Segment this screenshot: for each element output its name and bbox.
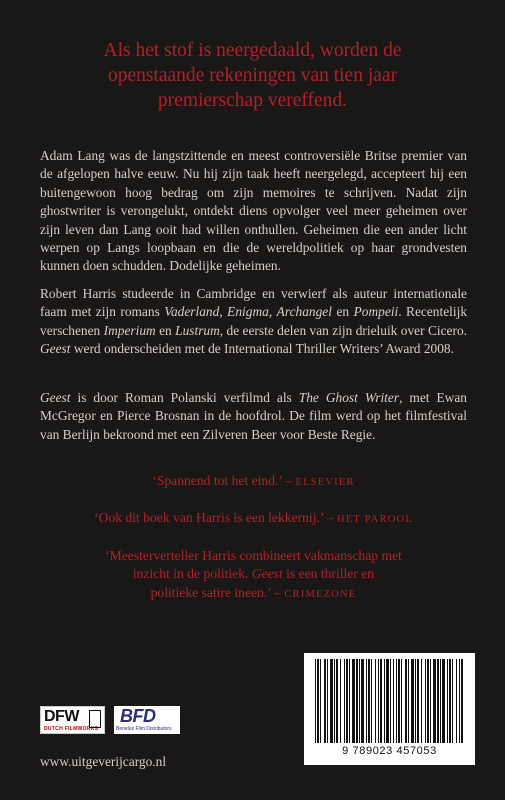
barcode-bar [411, 659, 414, 743]
barcode-bar [430, 659, 431, 743]
synopsis-paragraph: Adam Lang was de langstzittende en meest controversiële Britse premier van de afgelopen halve eeuw. Nu hij zijn taak heeft neergelegd, accepteert hij een buitengewoon hoog bedrag om zijn memoires te schrijven. Nadat zijn ghostwriter is verongelukt, ontdekt diens opvolger veel meer geheimen over zijn leven dan Lang ooit had willen onthullen. Geheimen die een ander licht werpen op Langs loopbaan en die de wereldpolitiek op haar grondvesten kunnen doen schudden. Dodelijke geheimen. [40, 148, 467, 274]
review-quote-het-parool: ‘Ook dit boek van Harris is een lekkernij.’ – HET PAROOL [94, 510, 413, 525]
tagline [40, 38, 465, 113]
barcode-bar [344, 659, 345, 743]
barcode-bar [359, 659, 360, 743]
barcode-bar [440, 659, 441, 743]
isbn-barcode [304, 653, 475, 765]
barcode-bar [340, 659, 341, 743]
tagline-line-3: premierschap vereffend. [157, 90, 348, 111]
quote-source: CRIMEZONE [284, 588, 357, 600]
barcode-bar [396, 659, 397, 743]
barcode-bar [356, 659, 358, 743]
barcode-bar [398, 659, 400, 743]
review-quote-crimezone: ‘Meesterverteller Harris combineert vakmanschap met inzicht in de politiek. Geest is een thriller en politieke satire ineen.’ – CRIMEZONE [105, 548, 402, 600]
review-quote-elsevier: ‘Spannend tot het eind.’ – ELSEVIER [152, 473, 355, 488]
barcode-bar [336, 659, 338, 743]
quote-source: HET PAROOL [336, 514, 413, 525]
barcode-bar [425, 659, 426, 743]
barcode-bar [324, 659, 326, 743]
barcode-bar [401, 659, 402, 743]
film-strip-icon [89, 710, 101, 728]
barcode-bar [449, 659, 451, 743]
barcode-bar [386, 659, 389, 743]
benelux-film-distributors-logo: BFD Benelux Film Distributors [114, 706, 180, 734]
barcode-bar [421, 659, 422, 743]
barcode-bar [415, 659, 416, 743]
barcode-bar [317, 659, 319, 743]
barcode-bar [320, 659, 321, 743]
barcode-bar [330, 659, 333, 743]
barcode-bar [349, 659, 350, 743]
barcode-bar [393, 659, 394, 743]
barcode-bar [346, 659, 348, 743]
barcode-bar [408, 659, 409, 743]
barcode-bar [456, 659, 457, 743]
barcode-bar [405, 659, 407, 743]
barcode-bars [313, 659, 466, 743]
film-adaptation-paragraph: Geest is door Roman Polanski verfilmd als The Ghost Writer, met Ewan McGregor en Pierce Brosnan in de hoofdrol. De film werd op het filmfestival van Berlijn bekroond met een Zilveren Beer voor Beste Regie. [40, 390, 467, 442]
barcode-bar [459, 659, 460, 743]
barcode-bar [375, 659, 376, 743]
barcode-bar [352, 659, 355, 743]
dutch-filmworks-logo: DFW DUTCH FILMWORKS [40, 706, 105, 734]
barcode-bar [380, 659, 382, 743]
barcode-bar [390, 659, 391, 743]
quote-source: ELSEVIER [295, 477, 355, 488]
barcode-bar [366, 659, 367, 743]
barcode-bar [327, 659, 328, 743]
tagline-line-2: openstaande rekeningen van tien jaar [107, 65, 398, 86]
barcode-bar [452, 659, 453, 743]
barcode-bar [378, 659, 379, 743]
barcode-bar [461, 659, 463, 743]
barcode-bar [442, 659, 445, 743]
barcode-bar [433, 659, 436, 743]
barcode-bar [447, 659, 448, 743]
barcode-bar [361, 659, 364, 743]
barcode-bar [427, 659, 429, 743]
barcode-bar [384, 659, 385, 743]
barcode-bar [437, 659, 439, 743]
isbn-digits: 9 789023 457053 [342, 745, 437, 757]
barcode-bar [368, 659, 370, 743]
publisher-url[interactable]: www.uitgeverijcargo.nl [40, 754, 167, 769]
barcode-bar [334, 659, 335, 743]
author-bio-paragraph: Robert Harris studeerde in Cambridge en verwierf als auteur internationale faam met zijn romans Vaderland, Enigma, Archangel en Pompeii. Recentelijk verschenen Imperium en Lustrum, de eerste delen van zijn drieluik over Cicero. Geest werd onderscheiden met de International Thriller Writers’ Award 2008. [40, 286, 468, 357]
barcode-bar [417, 659, 419, 743]
barcode-bar [371, 659, 372, 743]
barcode-bar [315, 659, 316, 743]
tagline-line-1: Als het stof is neergedaald, worden de [103, 40, 402, 61]
